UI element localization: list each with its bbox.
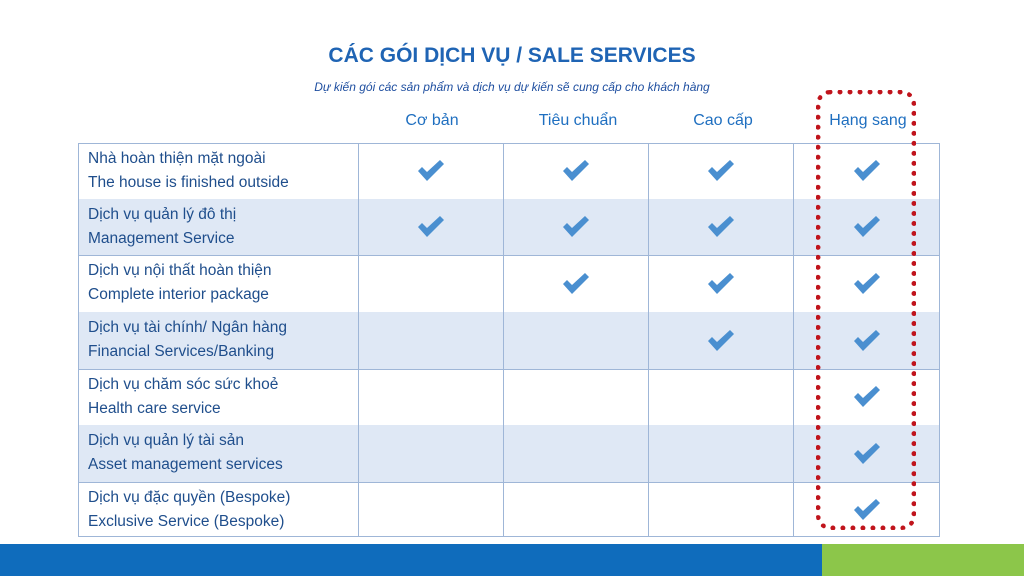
service-name-vi: Dịch vụ quản lý tài sản [88,432,244,449]
package-cell [504,369,649,425]
checkmark-icon [561,160,591,182]
service-name-vi: Dịch vụ chăm sóc sức khoẻ [88,376,279,393]
table-row [78,255,940,312]
package-cell [359,199,504,255]
service-label [78,255,358,307]
package-cell [359,369,504,425]
package-cell [649,369,794,425]
service-label [78,312,358,364]
checkmark-icon [416,160,446,182]
package-cell [649,255,794,312]
service-name-vi: Dịch vụ tài chính/ Ngân hàng [88,319,288,336]
table-row [78,143,940,199]
package-cell [504,199,649,255]
service-label [78,425,358,477]
service-label-cell [78,143,359,199]
service-name-vi: Nhà hoàn thiện mặt ngoài [88,150,266,167]
service-name-en: Complete interior package [88,286,269,304]
table-row [78,482,940,537]
service-label-cell [78,369,359,425]
footer-bar-blue [0,544,822,576]
checkmark-icon [706,273,736,295]
package-cell [359,143,504,199]
package-cell [359,482,504,537]
checkmark-icon [561,273,591,295]
service-label [78,482,358,534]
service-name-en: The house is finished outside [88,174,289,192]
column-header-1: Cơ bản [405,112,459,129]
package-cell [649,482,794,537]
package-cell [504,482,649,537]
service-label [78,199,358,251]
package-cell [649,143,794,199]
checkmark-icon [561,216,591,238]
service-label-cell [78,482,359,537]
service-name-en: Exclusive Service (Bespoke) [88,513,285,531]
package-cell [359,255,504,312]
table-row [78,199,940,255]
service-label-cell [78,255,359,312]
checkmark-icon [416,216,446,238]
service-name-vi: Dịch vụ nội thất hoàn thiện [88,262,272,279]
package-cell [504,143,649,199]
table-row [78,425,940,482]
checkmark-icon [706,330,736,352]
column-header-4: Hạng sang [829,112,907,129]
footer-bar-green [822,544,1024,576]
page-subtitle: Dự kiến gói các sản phẩm và dịch vụ dự kiến sẽ cung cấp cho khách hàng [314,80,710,94]
column-header-2: Tiêu chuẩn [538,112,618,129]
package-cell [504,312,649,369]
checkmark-icon [706,160,736,182]
package-cell [649,425,794,482]
package-cell [504,425,649,482]
service-label-cell [78,199,359,255]
package-cell [649,199,794,255]
service-label-cell [78,312,359,369]
service-name-en: Financial Services/Banking [88,343,275,361]
service-name-vi: Dịch vụ đặc quyền (Bespoke) [88,489,291,506]
page-title: CÁC GÓI DỊCH VỤ / SALE SERVICES [328,44,696,67]
package-cell [504,255,649,312]
service-name-en: Health care service [88,400,221,418]
package-cell [359,312,504,369]
service-name-en: Asset management services [88,456,283,474]
premium-column-highlight [816,90,916,530]
column-header-3: Cao cấp [693,112,753,129]
service-label-cell [78,425,359,482]
checkmark-icon [706,216,736,238]
package-cell [649,312,794,369]
service-label [78,143,358,195]
service-name-en: Management Service [88,230,235,248]
table-row [78,312,940,369]
table-row [78,369,940,425]
package-cell [359,425,504,482]
service-name-vi: Dịch vụ quản lý đô thị [88,206,237,223]
service-label [78,369,358,421]
